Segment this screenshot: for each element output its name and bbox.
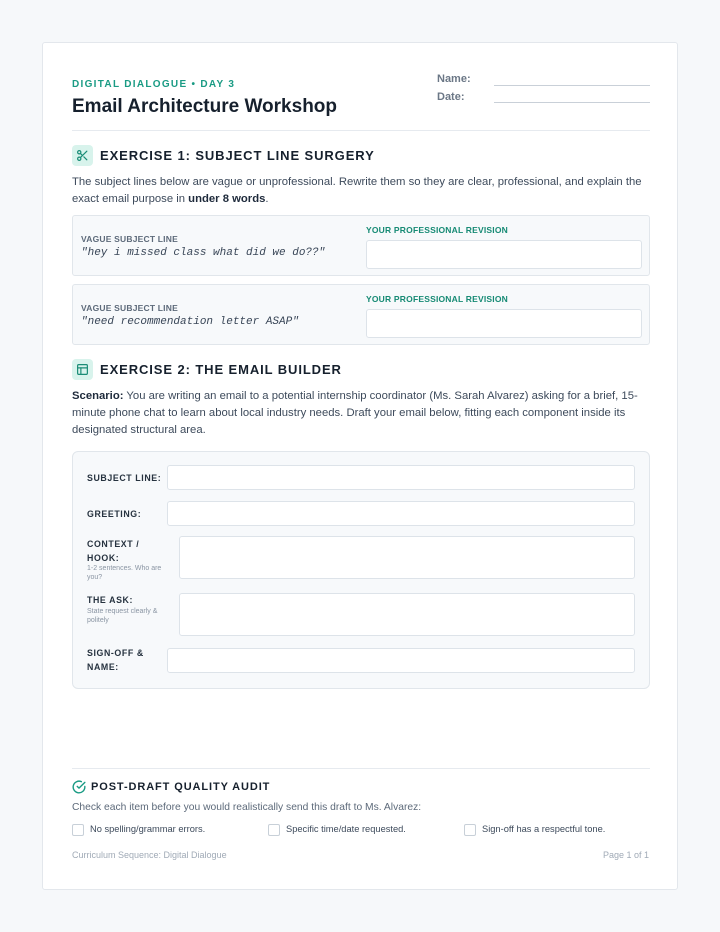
revision-input[interactable]	[366, 240, 642, 269]
audit-item-label: No spelling/grammar errors.	[90, 824, 206, 834]
course-kicker: DIGITAL DIALOGUE • DAY 3	[72, 79, 236, 90]
vague-subject-text: "hey i missed class what did we do??"	[81, 247, 326, 259]
scissors-icon	[72, 145, 93, 166]
footer-curriculum: Curriculum Sequence: Digital Dialogue	[72, 850, 227, 860]
sign-off-input[interactable]	[167, 648, 635, 673]
email-builder	[72, 451, 650, 689]
audit-checkbox[interactable]	[72, 824, 84, 836]
subject-line-input[interactable]	[167, 465, 635, 490]
subject-line-label: SUBJECT LINE:	[87, 473, 162, 483]
vague-label: VAGUE SUBJECT LINE	[81, 234, 178, 244]
exercise1-intro: The subject lines below are vague or unprofessional. Rewrite them so they are clear, professional, and explain the exact email purpose in under 8 words.	[72, 176, 642, 205]
header-divider	[72, 130, 650, 131]
revision-label: YOUR PROFESSIONAL REVISION	[366, 225, 509, 235]
subject-item	[72, 284, 650, 345]
greeting-input[interactable]	[167, 501, 635, 526]
vague-subject-text: "need recommendation letter ASAP"	[81, 316, 299, 328]
the-ask-label: THE ASK:	[87, 595, 134, 605]
audit-checkbox[interactable]	[464, 824, 476, 836]
the-ask-hint: State request clearly & politely	[87, 608, 158, 624]
exercise2-scenario: Scenario: You are writing an email to a potential internship coordinator (Ms. Sarah Alvarez) asking for a brief, 15-minute phone chat to learn about local industry needs. Draft your email below, fitting each component inside its designated structural area.	[72, 390, 638, 436]
subject-item	[72, 215, 650, 276]
context-hook-hint: 1-2 sentences. Who are you?	[87, 565, 162, 581]
name-label: Name:	[437, 73, 471, 85]
the-ask-input[interactable]	[179, 593, 635, 636]
audit-item-label: Specific time/date requested.	[286, 824, 406, 834]
layout-icon	[72, 359, 93, 380]
revision-input[interactable]	[366, 309, 642, 338]
greeting-label: GREETING:	[87, 509, 142, 519]
audit-title: POST-DRAFT QUALITY AUDIT	[91, 781, 271, 793]
vague-label: VAGUE SUBJECT LINE	[81, 303, 178, 313]
exercise1-title: EXERCISE 1: SUBJECT LINE SURGERY	[100, 148, 375, 163]
revision-label: YOUR PROFESSIONAL REVISION	[366, 294, 509, 304]
context-hook-input[interactable]	[179, 536, 635, 579]
exercise2-title: EXERCISE 2: THE EMAIL BUILDER	[100, 362, 342, 377]
audit-subtitle: Check each item before you would realistically send this draft to Ms. Alvarez:	[72, 802, 422, 813]
page-title: Email Architecture Workshop	[72, 96, 338, 117]
context-hook-label: CONTEXT / HOOK:	[87, 539, 140, 563]
name-field[interactable]	[494, 85, 650, 86]
footer-page-number: Page 1 of 1	[602, 850, 649, 860]
check-circle-icon	[72, 780, 86, 794]
worksheet-page	[42, 42, 678, 890]
audit-divider	[72, 768, 650, 769]
audit-checkbox[interactable]	[268, 824, 280, 836]
date-field[interactable]	[494, 102, 650, 103]
sign-off-label: SIGN-OFF & NAME:	[87, 648, 144, 672]
audit-item-label: Sign-off has a respectful tone.	[482, 824, 606, 834]
date-label: Date:	[437, 91, 465, 103]
